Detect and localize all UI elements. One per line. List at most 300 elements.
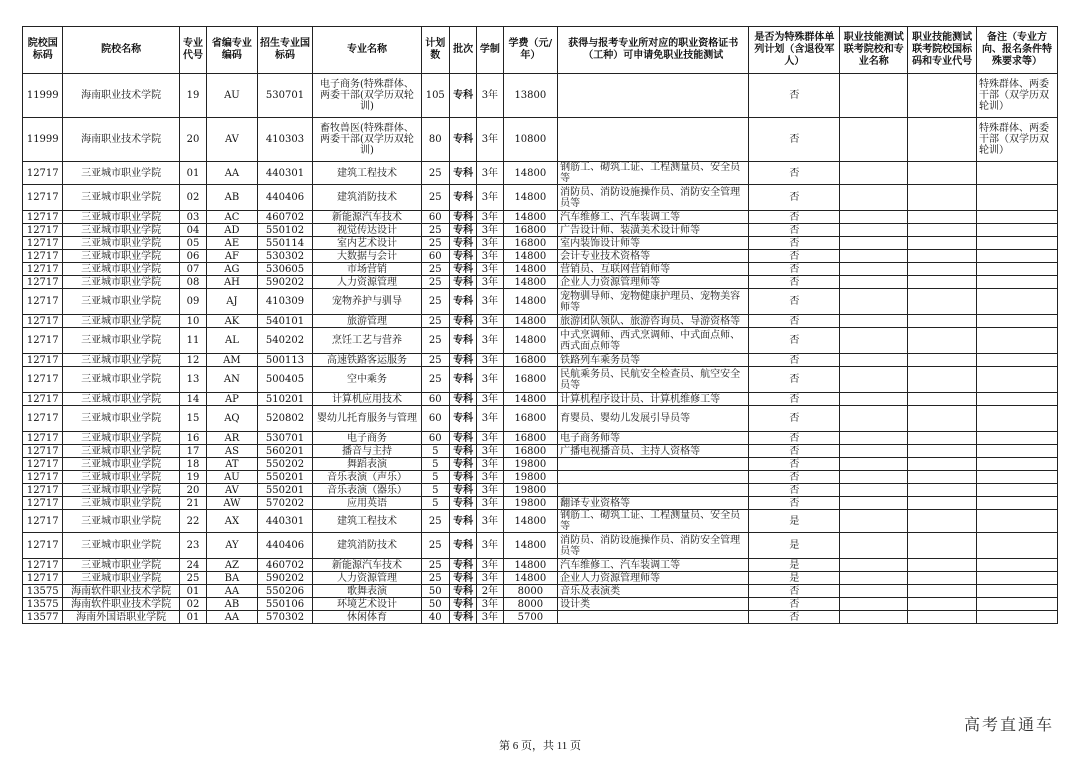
- remark-cell: [976, 432, 1057, 445]
- joint-code-cell: [908, 237, 977, 250]
- joint-code-cell: [908, 250, 977, 263]
- admission-plan-table: [22, 26, 1058, 624]
- remark-cell: [976, 611, 1057, 624]
- province-code-cell: AX: [207, 510, 258, 533]
- major-name-cell: 市场营销: [313, 263, 421, 276]
- major-name-cell: 新能源汽车技术: [313, 559, 421, 572]
- school-code-cell: 12717: [23, 406, 63, 432]
- school-name-cell: 三亚城市职业学院: [63, 572, 179, 585]
- special-plan-cell: 否: [749, 237, 840, 250]
- plan-count-cell: 25: [421, 276, 449, 289]
- duration-cell: 3年: [477, 250, 503, 263]
- plan-count-cell: 25: [421, 263, 449, 276]
- special-plan-cell: 否: [749, 250, 840, 263]
- batch-cell: 专科: [449, 211, 476, 224]
- certificate-cell: 消防员、消防设施操作员、消防安全管理员等: [558, 185, 749, 211]
- major-number-cell: 22: [179, 510, 206, 533]
- joint-code-cell: [908, 510, 977, 533]
- certificate-cell: 铁路列车乘务员等: [558, 354, 749, 367]
- duration-cell: 3年: [477, 572, 503, 585]
- province-code-cell: AB: [207, 185, 258, 211]
- joint-test-cell: [840, 162, 908, 185]
- table-row: [23, 354, 1058, 367]
- national-code-cell: 560201: [257, 445, 313, 458]
- joint-code-cell: [908, 328, 977, 354]
- major-name-cell: 室内艺术设计: [313, 237, 421, 250]
- plan-count-cell: 25: [421, 315, 449, 328]
- remark-cell: [976, 315, 1057, 328]
- major-name-cell: 电子商务: [313, 432, 421, 445]
- remark-cell: [976, 393, 1057, 406]
- table-row: [23, 510, 1058, 533]
- tuition-cell: 16800: [503, 432, 558, 445]
- tuition-cell: 14800: [503, 276, 558, 289]
- plan-count-cell: 105: [421, 74, 449, 118]
- joint-test-cell: [840, 611, 908, 624]
- batch-cell: 专科: [449, 263, 476, 276]
- remark-cell: [976, 510, 1057, 533]
- school-code-cell: 12717: [23, 367, 63, 393]
- province-code-cell: AU: [207, 74, 258, 118]
- province-code-cell: AZ: [207, 559, 258, 572]
- table-row: [23, 559, 1058, 572]
- special-plan-cell: 否: [749, 185, 840, 211]
- tuition-cell: 14800: [503, 162, 558, 185]
- remark-cell: [976, 598, 1057, 611]
- special-plan-cell: 是: [749, 559, 840, 572]
- table-row: [23, 585, 1058, 598]
- joint-code-cell: [908, 458, 977, 471]
- school-name-cell: 三亚城市职业学院: [63, 458, 179, 471]
- major-number-cell: 21: [179, 497, 206, 510]
- joint-test-cell: [840, 354, 908, 367]
- joint-test-cell: [840, 559, 908, 572]
- school-name-cell: 三亚城市职业学院: [63, 211, 179, 224]
- certificate-cell: 消防员、消防设施操作员、消防安全管理员等: [558, 533, 749, 559]
- duration-cell: 3年: [477, 237, 503, 250]
- tuition-cell: 19800: [503, 497, 558, 510]
- col-header: 专业代号: [179, 27, 206, 74]
- batch-cell: 专科: [449, 510, 476, 533]
- joint-code-cell: [908, 585, 977, 598]
- table-row: [23, 118, 1058, 162]
- province-code-cell: AV: [207, 118, 258, 162]
- joint-code-cell: [908, 471, 977, 484]
- school-code-cell: 12717: [23, 497, 63, 510]
- certificate-cell: 计算机程序设计员、计算机维修工等: [558, 393, 749, 406]
- joint-code-cell: [908, 276, 977, 289]
- batch-cell: 专科: [449, 315, 476, 328]
- joint-test-cell: [840, 237, 908, 250]
- duration-cell: 3年: [477, 598, 503, 611]
- major-number-cell: 15: [179, 406, 206, 432]
- remark-cell: [976, 458, 1057, 471]
- tuition-cell: 14800: [503, 289, 558, 315]
- school-name-cell: 三亚城市职业学院: [63, 224, 179, 237]
- special-plan-cell: 否: [749, 406, 840, 432]
- plan-count-cell: 5: [421, 497, 449, 510]
- plan-count-cell: 60: [421, 393, 449, 406]
- table-row: [23, 211, 1058, 224]
- school-name-cell: 三亚城市职业学院: [63, 250, 179, 263]
- school-code-cell: 13575: [23, 598, 63, 611]
- batch-cell: 专科: [449, 471, 476, 484]
- province-code-cell: AD: [207, 224, 258, 237]
- col-header: 院校名称: [63, 27, 179, 74]
- certificate-cell: [558, 118, 749, 162]
- batch-cell: 专科: [449, 611, 476, 624]
- certificate-cell: 室内装饰设计师等: [558, 237, 749, 250]
- province-code-cell: AH: [207, 276, 258, 289]
- tuition-cell: 14800: [503, 315, 558, 328]
- tuition-cell: 14800: [503, 393, 558, 406]
- school-code-cell: 12717: [23, 237, 63, 250]
- joint-code-cell: [908, 354, 977, 367]
- major-number-cell: 16: [179, 432, 206, 445]
- major-number-cell: 19: [179, 471, 206, 484]
- national-code-cell: 550202: [257, 458, 313, 471]
- duration-cell: 3年: [477, 118, 503, 162]
- major-name-cell: 环境艺术设计: [313, 598, 421, 611]
- plan-count-cell: 5: [421, 458, 449, 471]
- major-number-cell: 20: [179, 118, 206, 162]
- school-code-cell: 11999: [23, 118, 63, 162]
- special-plan-cell: 否: [749, 458, 840, 471]
- remark-cell: [976, 328, 1057, 354]
- joint-test-cell: [840, 432, 908, 445]
- remark-cell: [976, 224, 1057, 237]
- joint-test-cell: [840, 510, 908, 533]
- batch-cell: 专科: [449, 484, 476, 497]
- plan-count-cell: 40: [421, 611, 449, 624]
- province-code-cell: AS: [207, 445, 258, 458]
- joint-code-cell: [908, 406, 977, 432]
- national-code-cell: 550201: [257, 471, 313, 484]
- table-row: [23, 367, 1058, 393]
- duration-cell: 3年: [477, 328, 503, 354]
- certificate-cell: 营销员、互联网营销师等: [558, 263, 749, 276]
- school-name-cell: 三亚城市职业学院: [63, 445, 179, 458]
- table-row: [23, 432, 1058, 445]
- plan-count-cell: 25: [421, 559, 449, 572]
- major-name-cell: 休闲体育: [313, 611, 421, 624]
- plan-count-cell: 25: [421, 224, 449, 237]
- major-name-cell: 建筑工程技术: [313, 162, 421, 185]
- duration-cell: 3年: [477, 162, 503, 185]
- special-plan-cell: 否: [749, 432, 840, 445]
- table-row: [23, 458, 1058, 471]
- certificate-cell: 企业人力资源管理师等: [558, 572, 749, 585]
- national-code-cell: 550114: [257, 237, 313, 250]
- plan-count-cell: 25: [421, 237, 449, 250]
- school-code-cell: 12717: [23, 572, 63, 585]
- tuition-cell: 14800: [503, 510, 558, 533]
- major-number-cell: 11: [179, 328, 206, 354]
- table-row: [23, 328, 1058, 354]
- school-code-cell: 12717: [23, 315, 63, 328]
- school-code-cell: 12717: [23, 559, 63, 572]
- national-code-cell: 500113: [257, 354, 313, 367]
- school-name-cell: 三亚城市职业学院: [63, 406, 179, 432]
- province-code-cell: AU: [207, 471, 258, 484]
- table-row: [23, 406, 1058, 432]
- school-code-cell: 13575: [23, 585, 63, 598]
- col-header: 专业名称: [313, 27, 421, 74]
- joint-code-cell: [908, 484, 977, 497]
- table-row: [23, 74, 1058, 118]
- province-code-cell: AE: [207, 237, 258, 250]
- certificate-cell: 钢筋工、砌筑工证、工程测量员、安全员等: [558, 162, 749, 185]
- province-code-cell: AM: [207, 354, 258, 367]
- tuition-cell: 14800: [503, 211, 558, 224]
- certificate-cell: 广播电视播音员、主持人资格等: [558, 445, 749, 458]
- special-plan-cell: 否: [749, 328, 840, 354]
- batch-cell: 专科: [449, 328, 476, 354]
- national-code-cell: 460702: [257, 211, 313, 224]
- school-code-cell: 12717: [23, 354, 63, 367]
- special-plan-cell: 否: [749, 118, 840, 162]
- province-code-cell: AJ: [207, 289, 258, 315]
- joint-test-cell: [840, 598, 908, 611]
- remark-cell: [976, 276, 1057, 289]
- major-number-cell: 03: [179, 211, 206, 224]
- certificate-cell: 企业人力资源管理师等: [558, 276, 749, 289]
- major-name-cell: 烹饪工艺与营养: [313, 328, 421, 354]
- major-name-cell: 歌舞表演: [313, 585, 421, 598]
- school-name-cell: 三亚城市职业学院: [63, 263, 179, 276]
- batch-cell: 专科: [449, 533, 476, 559]
- school-name-cell: 三亚城市职业学院: [63, 432, 179, 445]
- plan-count-cell: 25: [421, 162, 449, 185]
- tuition-cell: 14800: [503, 263, 558, 276]
- certificate-cell: [558, 484, 749, 497]
- school-name-cell: 三亚城市职业学院: [63, 367, 179, 393]
- joint-test-cell: [840, 74, 908, 118]
- school-code-cell: 12717: [23, 263, 63, 276]
- tuition-cell: 14800: [503, 559, 558, 572]
- major-name-cell: 建筑工程技术: [313, 510, 421, 533]
- certificate-cell: 广告设计师、装潢美术设计师等: [558, 224, 749, 237]
- remark-cell: [976, 367, 1057, 393]
- school-code-cell: 12717: [23, 276, 63, 289]
- duration-cell: 3年: [477, 74, 503, 118]
- national-code-cell: 550106: [257, 598, 313, 611]
- joint-test-cell: [840, 471, 908, 484]
- major-number-cell: 01: [179, 585, 206, 598]
- special-plan-cell: 否: [749, 211, 840, 224]
- certificate-cell: 宠物驯导师、宠物健康护理员、宠物美容师等: [558, 289, 749, 315]
- plan-count-cell: 60: [421, 250, 449, 263]
- remark-cell: 特殊群体、两委干部（双学历双轮训）: [976, 74, 1057, 118]
- major-number-cell: 17: [179, 445, 206, 458]
- page-footer: 第 6 页，共 11 页: [498, 740, 582, 752]
- major-name-cell: 计算机应用技术: [313, 393, 421, 406]
- national-code-cell: 590202: [257, 572, 313, 585]
- school-name-cell: 三亚城市职业学院: [63, 354, 179, 367]
- remark-cell: [976, 289, 1057, 315]
- joint-code-cell: [908, 74, 977, 118]
- school-name-cell: 三亚城市职业学院: [63, 559, 179, 572]
- duration-cell: 3年: [477, 484, 503, 497]
- major-number-cell: 14: [179, 393, 206, 406]
- joint-test-cell: [840, 118, 908, 162]
- province-code-cell: AK: [207, 315, 258, 328]
- joint-code-cell: [908, 432, 977, 445]
- certificate-cell: 钢筋工、砌筑工证、工程测量员、安全员等: [558, 510, 749, 533]
- col-header: 职业技能测试联考院校和专业名称: [840, 27, 908, 74]
- school-name-cell: 三亚城市职业学院: [63, 510, 179, 533]
- col-header: 省编专业编码: [207, 27, 258, 74]
- table-row: [23, 393, 1058, 406]
- table-row: [23, 276, 1058, 289]
- joint-code-cell: [908, 211, 977, 224]
- batch-cell: 专科: [449, 185, 476, 211]
- special-plan-cell: 否: [749, 585, 840, 598]
- school-name-cell: 三亚城市职业学院: [63, 328, 179, 354]
- national-code-cell: 550206: [257, 585, 313, 598]
- certificate-cell: [558, 611, 749, 624]
- major-name-cell: 旅游管理: [313, 315, 421, 328]
- major-name-cell: 舞蹈表演: [313, 458, 421, 471]
- national-code-cell: 530605: [257, 263, 313, 276]
- joint-code-cell: [908, 315, 977, 328]
- joint-test-cell: [840, 406, 908, 432]
- major-number-cell: 24: [179, 559, 206, 572]
- major-name-cell: 建筑消防技术: [313, 185, 421, 211]
- major-name-cell: 音乐表演（声乐）: [313, 471, 421, 484]
- special-plan-cell: 否: [749, 354, 840, 367]
- school-code-cell: 11999: [23, 74, 63, 118]
- school-code-cell: 12717: [23, 250, 63, 263]
- table-row: [23, 250, 1058, 263]
- joint-test-cell: [840, 393, 908, 406]
- major-name-cell: 空中乘务: [313, 367, 421, 393]
- joint-code-cell: [908, 572, 977, 585]
- remark-cell: [976, 250, 1057, 263]
- school-code-cell: 12717: [23, 328, 63, 354]
- joint-test-cell: [840, 315, 908, 328]
- joint-test-cell: [840, 276, 908, 289]
- plan-count-cell: 25: [421, 328, 449, 354]
- joint-code-cell: [908, 118, 977, 162]
- national-code-cell: 530701: [257, 74, 313, 118]
- table-row: [23, 224, 1058, 237]
- duration-cell: 3年: [477, 185, 503, 211]
- duration-cell: 3年: [477, 611, 503, 624]
- table-row: [23, 533, 1058, 559]
- certificate-cell: 翻译专业资格等: [558, 497, 749, 510]
- batch-cell: 专科: [449, 237, 476, 250]
- certificate-cell: 电子商务师等: [558, 432, 749, 445]
- tuition-cell: 19800: [503, 458, 558, 471]
- joint-code-cell: [908, 185, 977, 211]
- school-code-cell: 12717: [23, 393, 63, 406]
- certificate-cell: 会计专业技术资格等: [558, 250, 749, 263]
- remark-cell: [976, 471, 1057, 484]
- joint-code-cell: [908, 289, 977, 315]
- school-code-cell: 12717: [23, 211, 63, 224]
- duration-cell: 3年: [477, 315, 503, 328]
- major-number-cell: 25: [179, 572, 206, 585]
- major-number-cell: 13: [179, 367, 206, 393]
- joint-code-cell: [908, 611, 977, 624]
- table-row: [23, 237, 1058, 250]
- national-code-cell: 440406: [257, 533, 313, 559]
- batch-cell: 专科: [449, 393, 476, 406]
- certificate-cell: 汽车维修工、汽车装调工等: [558, 559, 749, 572]
- major-name-cell: 畜牧兽医(特殊群体、两委干部(双学历双轮训): [313, 118, 421, 162]
- school-name-cell: 三亚城市职业学院: [63, 276, 179, 289]
- special-plan-cell: 否: [749, 263, 840, 276]
- special-plan-cell: 否: [749, 276, 840, 289]
- remark-cell: [976, 484, 1057, 497]
- duration-cell: 3年: [477, 367, 503, 393]
- major-name-cell: 大数据与会计: [313, 250, 421, 263]
- special-plan-cell: 否: [749, 315, 840, 328]
- major-number-cell: 02: [179, 598, 206, 611]
- remark-cell: [976, 572, 1057, 585]
- tuition-cell: 14800: [503, 572, 558, 585]
- province-code-cell: AR: [207, 432, 258, 445]
- plan-count-cell: 80: [421, 118, 449, 162]
- special-plan-cell: 是: [749, 510, 840, 533]
- duration-cell: 3年: [477, 393, 503, 406]
- province-code-cell: AW: [207, 497, 258, 510]
- table-body: [23, 74, 1058, 624]
- batch-cell: 专科: [449, 458, 476, 471]
- watermark: 高考直通车: [963, 715, 1054, 734]
- joint-test-cell: [840, 289, 908, 315]
- major-name-cell: 电子商务(特殊群体、两委干部(双学历双轮训): [313, 74, 421, 118]
- major-number-cell: 01: [179, 611, 206, 624]
- major-number-cell: 02: [179, 185, 206, 211]
- major-name-cell: 建筑消防技术: [313, 533, 421, 559]
- school-code-cell: 12717: [23, 484, 63, 497]
- batch-cell: 专科: [449, 497, 476, 510]
- tuition-cell: 5700: [503, 611, 558, 624]
- remark-cell: [976, 559, 1057, 572]
- duration-cell: 3年: [477, 406, 503, 432]
- duration-cell: 3年: [477, 211, 503, 224]
- special-plan-cell: 否: [749, 471, 840, 484]
- major-number-cell: 23: [179, 533, 206, 559]
- tuition-cell: 8000: [503, 598, 558, 611]
- special-plan-cell: 否: [749, 74, 840, 118]
- national-code-cell: 510201: [257, 393, 313, 406]
- school-code-cell: 12717: [23, 471, 63, 484]
- major-number-cell: 06: [179, 250, 206, 263]
- table-row: [23, 497, 1058, 510]
- col-header: 院校国标码: [23, 27, 63, 74]
- major-number-cell: 19: [179, 74, 206, 118]
- batch-cell: 专科: [449, 367, 476, 393]
- certificate-cell: 设计类: [558, 598, 749, 611]
- batch-cell: 专科: [449, 572, 476, 585]
- col-header: 批次: [449, 27, 476, 74]
- col-header: 学制: [477, 27, 503, 74]
- school-code-cell: 12717: [23, 458, 63, 471]
- school-code-cell: 12717: [23, 445, 63, 458]
- certificate-cell: [558, 74, 749, 118]
- province-code-cell: AB: [207, 598, 258, 611]
- province-code-cell: AN: [207, 367, 258, 393]
- tuition-cell: 14800: [503, 328, 558, 354]
- major-name-cell: 播音与主持: [313, 445, 421, 458]
- col-header: 计划数: [421, 27, 449, 74]
- school-code-cell: 12717: [23, 510, 63, 533]
- major-name-cell: 高速铁路客运服务: [313, 354, 421, 367]
- tuition-cell: 14800: [503, 185, 558, 211]
